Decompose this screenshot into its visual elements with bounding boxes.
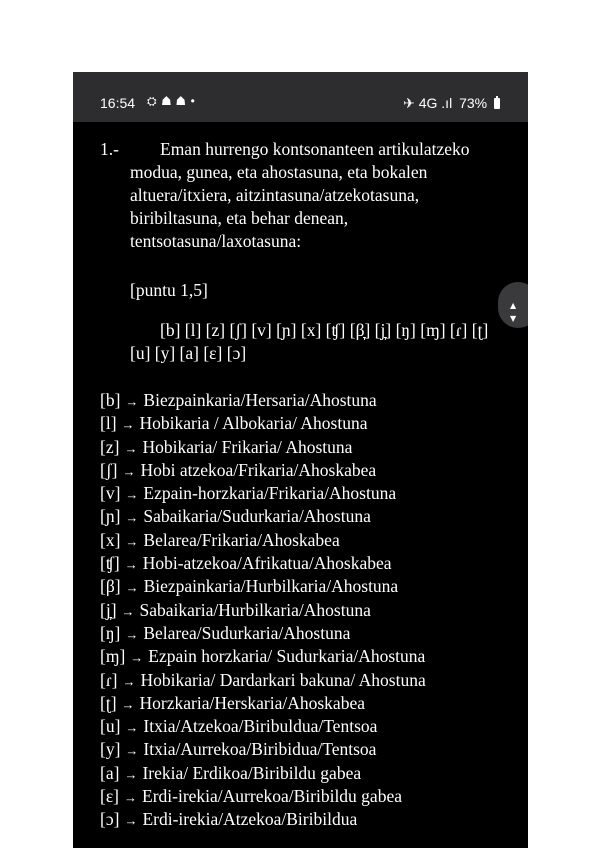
answer-text: Itxia/Aurrekoa/Biribidua/Tentsoa <box>143 739 377 760</box>
answer-symbol: [b] <box>100 390 121 410</box>
answer-row <box>100 529 426 552</box>
arrow-icon: → <box>124 813 138 829</box>
answer-symbol: [v] <box>100 483 121 504</box>
answer-symbol: [z] <box>100 436 120 457</box>
phone-screen <box>73 72 528 848</box>
answer-text: Hobikaria / Albokaria/ Ahostuna <box>139 413 368 434</box>
answer-text: Hobikaria/ Dardarkari bakuna/ Ahostuna <box>140 669 426 690</box>
answer-text: Irekia/ Erdikoa/Biribildu gabea <box>142 762 362 783</box>
answer-row <box>100 575 426 598</box>
answer-row <box>100 552 426 575</box>
arrow-icon: → <box>125 626 139 642</box>
answer-row <box>100 785 426 808</box>
answer-symbol: [ʧ] <box>100 553 120 574</box>
answer-symbol: [ʃ] <box>100 459 118 480</box>
answer-text: Hobi-atzekoa/Afrikatua/Ahoskabea <box>142 553 392 574</box>
notification-icons: ⛭ ☗ ☗ • <box>147 94 196 108</box>
question-points: [puntu 1,5] <box>130 280 208 300</box>
answer-text: Ezpain horzkaria/ Sudurkaria/Ahostuna <box>148 646 426 667</box>
answer-row <box>100 459 426 482</box>
answer-symbol: [ɲ] <box>100 506 121 527</box>
answer-symbol: [x] <box>100 529 121 550</box>
answer-row <box>100 389 426 412</box>
answer-symbol: [ɾ] <box>100 669 118 690</box>
answer-symbol: [a] <box>100 762 120 783</box>
scroll-down-icon: ▼ <box>510 314 517 323</box>
arrow-icon: → <box>124 440 138 456</box>
answer-text: Erdi-irekia/Aurrekoa/Biribildu gabea <box>142 786 402 807</box>
arrow-icon: → <box>124 766 138 782</box>
answer-text: Sabaikaria/Hurbilkaria/Ahostuna <box>139 599 371 620</box>
arrow-icon: → <box>130 650 144 666</box>
question-text: Eman hurrengo kontsonanteen artikulatzeko modua, gunea, eta ahostasuna, eta bokalen altuera/itxiera, aitzintasuna/atzekotasuna, biribiltasuna, eta behar denean, tentsotasuna/laxotasuna: <box>130 139 470 251</box>
answer-text: Belarea/Frikaria/Ahoskabea <box>143 529 340 550</box>
answer-row <box>100 436 426 459</box>
answer-row <box>100 762 426 785</box>
arrow-icon: → <box>124 790 138 806</box>
answer-row <box>100 669 426 692</box>
answer-text: Horzkaria/Herskaria/Ahoskabea <box>139 692 365 713</box>
answer-row <box>100 505 426 528</box>
answer-row <box>100 645 426 668</box>
answer-row <box>100 692 426 715</box>
arrow-icon: → <box>121 696 135 712</box>
answer-text: Belarea/Sudurkaria/Ahostuna <box>143 622 351 643</box>
scroll-handle[interactable] <box>498 282 528 328</box>
answer-symbol: [β] <box>100 576 121 597</box>
answer-row <box>100 738 426 761</box>
arrow-icon: → <box>125 510 139 526</box>
answer-symbol: [y] <box>100 739 121 760</box>
symbol-list: [b] [l] [z] [ʃ] [v] [ɲ] [x] [ʧ] [β̞] [j̞] [ŋ] [ɱ] [ɾ] [ʈ] [u] [y] [a] [ɛ] [ɔ] <box>130 320 489 363</box>
arrow-icon: → <box>122 463 136 479</box>
answer-text: Biezpainkaria/Hurbilkaria/Ahostuna <box>143 576 399 597</box>
answer-symbol: [ɱ] <box>100 646 126 667</box>
signal-icon: ✈ 4G .ıl <box>403 95 453 111</box>
arrow-icon: → <box>121 417 135 433</box>
answer-text: Biezpainkaria/Hersaria/Ahostuna <box>143 390 377 410</box>
answer-text: Sabaikaria/Sudurkaria/Ahostuna <box>143 506 371 527</box>
arrow-icon: → <box>122 673 136 689</box>
scroll-up-icon: ▲ <box>510 301 517 310</box>
arrow-icon: → <box>125 743 139 759</box>
answer-symbol: [j̞] <box>100 599 117 620</box>
question-number: 1.- <box>100 139 119 159</box>
answer-row <box>100 412 426 435</box>
answer-symbol: [ŋ] <box>100 622 121 643</box>
answer-row <box>100 622 426 645</box>
status-time: 16:54 <box>100 95 136 111</box>
answer-row <box>100 482 426 505</box>
answer-text: Itxia/Atzekoa/Biribuldua/Tentsoa <box>143 716 378 737</box>
arrow-icon: → <box>125 580 139 596</box>
answer-symbol: [l] <box>100 413 117 434</box>
arrow-icon: → <box>121 603 135 619</box>
answer-symbol: [ɔ] <box>100 809 120 830</box>
status-bar <box>73 72 528 122</box>
answer-row <box>100 599 426 622</box>
arrow-icon: → <box>124 557 138 573</box>
answer-text: Erdi-irekia/Atzekoa/Biribildua <box>142 809 358 830</box>
answer-symbol: [ɛ] <box>100 786 120 807</box>
answer-symbol: [ʈ] <box>100 692 117 713</box>
arrow-icon: → <box>125 487 139 503</box>
arrow-icon: → <box>125 394 139 409</box>
document-content[interactable] <box>73 122 528 848</box>
answer-row <box>100 715 426 738</box>
arrow-icon: → <box>125 533 139 549</box>
answer-text: Hobi atzekoa/Frikaria/Ahoskabea <box>140 459 377 480</box>
answer-text: Hobikaria/ Frikaria/ Ahostuna <box>142 436 353 457</box>
battery-percent: 73% <box>459 95 488 111</box>
answer-text: Ezpain-horzkaria/Frikaria/Ahostuna <box>143 483 397 504</box>
answer-symbol: [u] <box>100 716 121 737</box>
answer-list <box>100 389 426 832</box>
answer-row <box>100 808 426 831</box>
status-right <box>400 95 500 112</box>
battery-icon <box>494 98 500 109</box>
arrow-icon: → <box>125 720 139 736</box>
